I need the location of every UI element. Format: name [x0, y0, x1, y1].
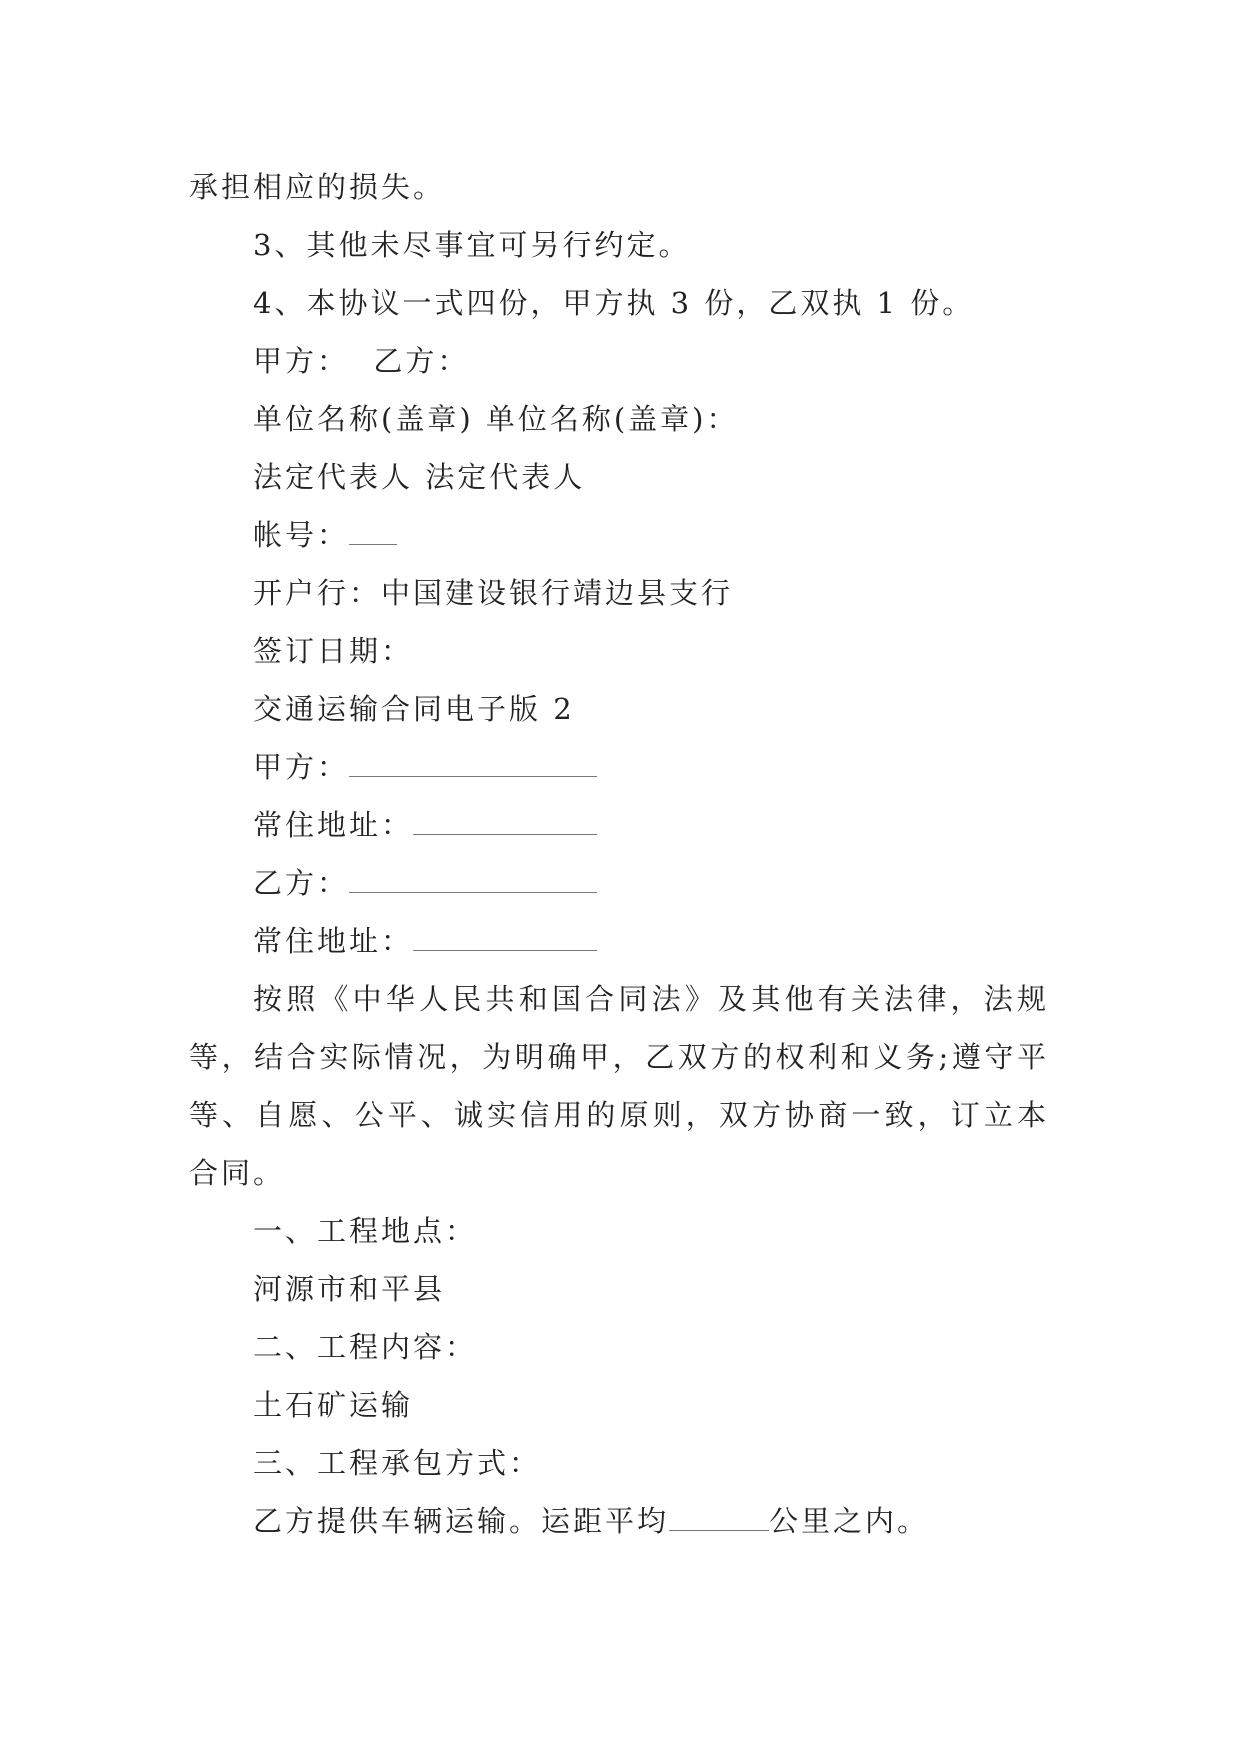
clause-3: 3、其他未尽事宜可另行约定。: [253, 228, 691, 262]
document-body: [189, 158, 1049, 1550]
party-a-blank: [349, 754, 597, 777]
contract-title: 交通运输合同电子版 2: [253, 692, 575, 726]
distance-unit-text: 公里之内。: [769, 1504, 930, 1538]
project-location: 河源市和平县: [253, 1272, 446, 1306]
legal-representative-labels: 法定代表人 法定代表人: [253, 460, 586, 494]
party-b-blank: [349, 870, 597, 893]
bank-line: 开户行：中国建设银行靖边县支行: [253, 576, 734, 610]
party-a-address-label: 常住地址：: [253, 808, 414, 842]
project-content: 土石矿运输: [253, 1388, 414, 1422]
party-a-address-line: [189, 796, 1049, 854]
party-a-address-blank: [413, 812, 597, 835]
party-b-line: [189, 854, 1049, 912]
preamble-paragraph: 按照《中华人民共和国合同法》及其他有关法律，法规等，结合实际情况，为明确甲，乙双方的权利和义务;遵守平等、自愿、公平、诚实信用的原则，双方协商一致，订立本合同。: [189, 982, 1049, 1190]
distance-blank: [669, 1508, 769, 1531]
party-b-address-line: [189, 912, 1049, 970]
account-blank: [349, 522, 397, 545]
clause-4: 4、本协议一式四份，甲方执 3 份，乙双执 1 份。: [253, 286, 975, 320]
section-2-heading: 二、工程内容：: [253, 1330, 478, 1364]
section-3-heading: 三、工程承包方式：: [253, 1446, 542, 1480]
party-b-address-blank: [413, 928, 597, 951]
party-b-address-label: 常住地址：: [253, 924, 414, 958]
text-line: 承担相应的损失。: [189, 170, 446, 204]
unit-name-labels: 单位名称(盖章) 单位名称(盖章)：: [253, 402, 739, 436]
party-labels: 甲方： 乙方：: [253, 344, 470, 378]
section-1-heading: 一、工程地点：: [253, 1214, 478, 1248]
party-a-label: 甲方：: [253, 750, 350, 784]
party-b-label: 乙方：: [253, 866, 350, 900]
account-line: [189, 506, 1049, 564]
account-label: 帐号：: [253, 518, 350, 552]
sign-date-label: 签订日期：: [253, 634, 414, 668]
transport-distance-line: [189, 1492, 1049, 1550]
transport-distance-text: 乙方提供车辆运输。运距平均: [253, 1504, 670, 1538]
party-a-line: [189, 738, 1049, 796]
